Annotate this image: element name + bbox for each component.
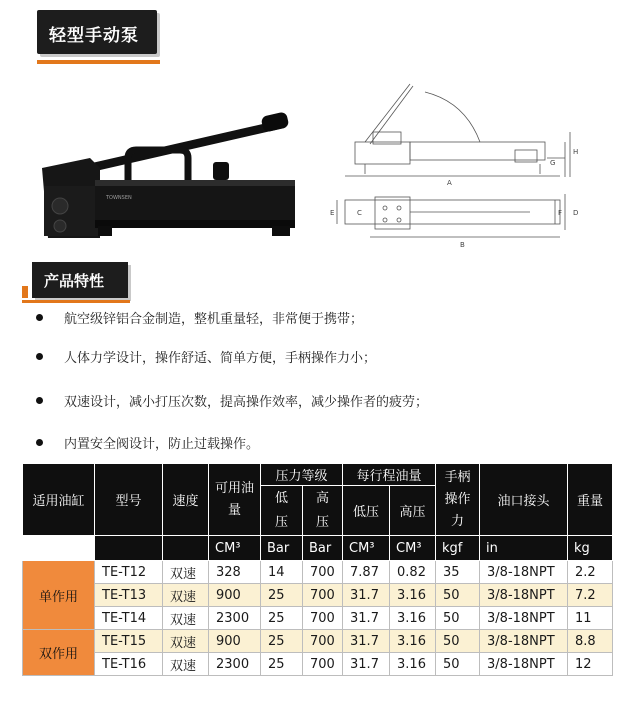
features-title: 产品特性 (44, 272, 105, 290)
dim-label-f: F (558, 209, 563, 217)
bullet-icon (36, 439, 43, 446)
header-cylinder: 适用油缸 (23, 464, 95, 536)
unit-low-pressure: Bar (261, 536, 303, 561)
unit-high-pressure: Bar (303, 536, 343, 561)
section-title-tab (37, 10, 157, 54)
features-title-tab (32, 262, 128, 298)
group-single-acting: 单作用 (23, 561, 95, 630)
header-speed: 速度 (163, 464, 209, 536)
header-low-pressure: 低压 (261, 486, 303, 536)
dim-label-b: B (460, 241, 465, 249)
spec-table (22, 463, 613, 676)
header-weight: 重量 (568, 464, 613, 536)
header-pressure: 压力等级 (261, 464, 343, 486)
header-model: 型号 (95, 464, 163, 536)
unit-port: in (480, 536, 568, 561)
group-double-acting: 双作用 (23, 630, 95, 676)
dim-label-c: C (357, 209, 362, 217)
unit-low-oil: CM³ (343, 536, 390, 561)
brand-logo: TOWNSEN (106, 195, 132, 201)
header-handle-force: 手柄操作力 (436, 464, 480, 536)
unit-force: kgf (436, 536, 480, 561)
bullet-icon (36, 353, 43, 360)
dimension-drawing (315, 82, 615, 252)
header-oil-capacity: 可用油量 (209, 464, 261, 536)
unit-high-oil: CM³ (390, 536, 436, 561)
dim-label-e: E (330, 209, 335, 217)
title-accent-line (37, 60, 160, 64)
table-row: TE-T14 双速 2300 25 700 31.7 3.16 50 3/8-18NPT 11 (23, 607, 613, 630)
dim-label-a: A (447, 179, 452, 187)
features-accent-mark (22, 286, 28, 298)
header-high-oil: 高压 (390, 486, 436, 536)
table-row: TE-T13 双速 900 25 700 31.7 3.16 50 3/8-18NPT 7.2 (23, 584, 613, 607)
header-oil-per-stroke: 每行程油量 (343, 464, 436, 486)
dim-label-d: D (573, 209, 579, 217)
dim-label-h: H (573, 148, 579, 156)
header-high-pressure: 高压 (303, 486, 343, 536)
page-title: 轻型手动泵 (49, 26, 139, 46)
header-port: 油口接头 (480, 464, 568, 536)
table-row: 双作用 TE-T15 双速 900 25 700 31.7 3.16 50 3/8-18NPT 8.8 (23, 630, 613, 653)
dim-label-g: G (550, 159, 556, 167)
features-accent-line (22, 300, 130, 303)
bullet-icon (36, 397, 43, 404)
header-low-oil: 低压 (343, 486, 390, 536)
bullet-icon (36, 314, 43, 321)
unit-oil: CM³ (209, 536, 261, 561)
table-row: 单作用 TE-T12 双速 328 14 700 7.87 0.82 35 3/8-18NPT 2.2 (23, 561, 613, 584)
table-row: TE-T16 双速 2300 25 700 31.7 3.16 50 3/8-18NPT 12 (23, 653, 613, 676)
product-photo (30, 98, 315, 248)
unit-weight: kg (568, 536, 613, 561)
